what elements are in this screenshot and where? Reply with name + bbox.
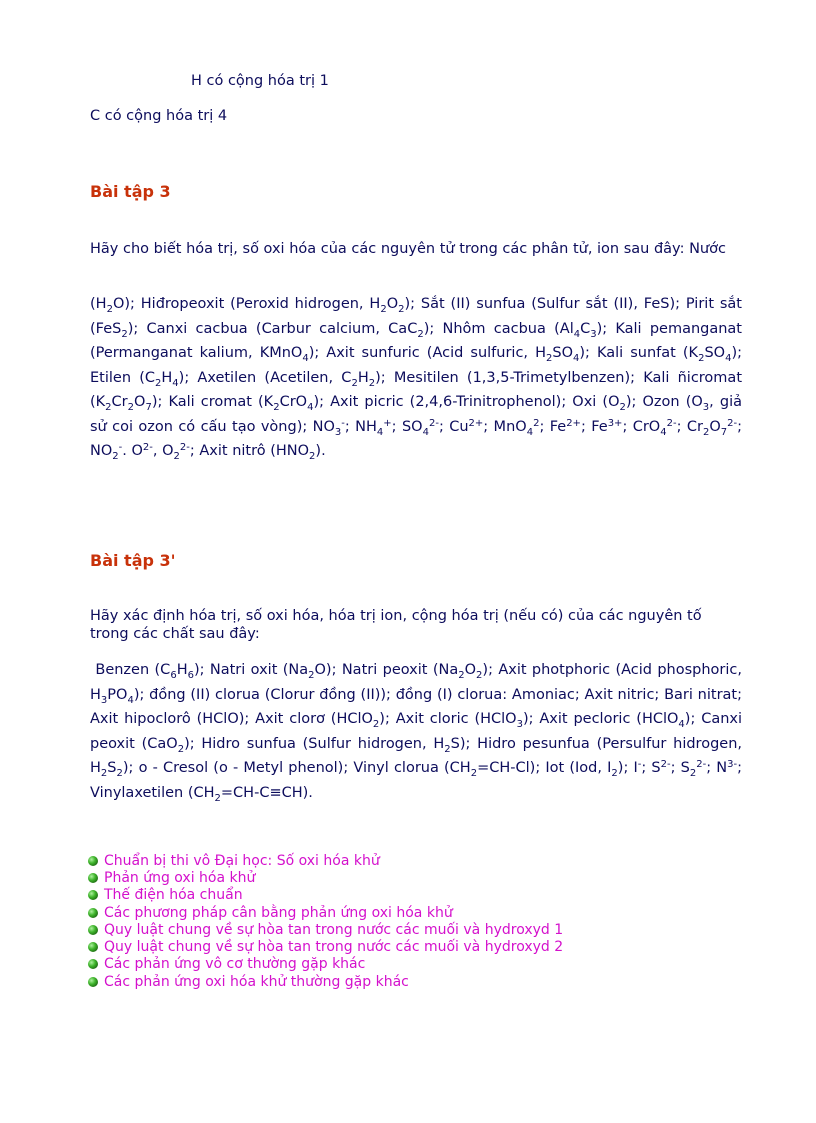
list-item: [88, 938, 563, 955]
exercise-3-heading: Bài tập 3: [90, 182, 171, 201]
bullet-icon: [88, 873, 98, 883]
exercise-3-question: Hãy cho biết hóa trị, số oxi hóa của các nguyên tử trong các phân tử, ion sau đây: Nước: [90, 241, 726, 257]
bullet-icon: [88, 959, 98, 969]
related-link[interactable]: Quy luật chung về sự hòa tan trong nước các muối và hydroxyd 1: [104, 921, 564, 938]
list-item: [88, 904, 563, 921]
related-link[interactable]: Các phản ứng vô cơ thường gặp khác: [104, 956, 366, 973]
bullet-icon: [88, 856, 98, 866]
list-item: [88, 887, 563, 904]
related-link[interactable]: Chuẩn bị thi vô Đại học: Số oxi hóa khử: [104, 852, 380, 869]
exercise-3b-heading: Bài tập 3': [90, 551, 176, 570]
bullet-icon: [88, 942, 98, 952]
related-link[interactable]: Quy luật chung về sự hòa tan trong nước các muối và hydroxyd 2: [104, 939, 564, 956]
exercise-3-body: [90, 292, 742, 464]
list-item: [88, 973, 563, 990]
intro-line-c: C có cộng hóa trị 4: [90, 108, 228, 124]
list-item: [88, 869, 563, 886]
bullet-icon: [88, 925, 98, 935]
related-links-list: [88, 852, 563, 990]
list-item: [88, 852, 563, 869]
related-link[interactable]: Thế điện hóa chuẩn: [104, 887, 243, 904]
exercise-3b-body: [90, 658, 742, 805]
list-item: [88, 956, 563, 973]
related-link[interactable]: Phản ứng oxi hóa khử: [104, 869, 256, 886]
exercise-3b-question: Hãy xác định hóa trị, số oxi hóa, hóa trị ion, cộng hóa trị (nếu có) của các nguyên tố trong các chất sau đây:: [90, 608, 702, 642]
bullet-icon: [88, 890, 98, 900]
related-link[interactable]: Các phương pháp cân bằng phản ứng oxi hóa khử: [104, 904, 453, 921]
list-item: [88, 921, 563, 938]
bullet-icon: [88, 908, 98, 918]
exercise-3b-body-rich: Benzen $(C_6H_6)$; Natri oxit $(Na_2O)$; Natri peoxit $(Na_2O_2)$; Axit photphoric (Acid phosphoric, $H_3PO_4$); đồng (II) clorua (Clorur đồng (II)); đồng (I) clorua: Amoniac; Axit nitric; Bari nitrat; Axit hipoclorô (HClO); Axit clorơ (HClO$_2$); Axit cloric (HClO$_3$); Axit pecloric (HClO$_4$); Canxi peoxit (CaO$_2$); Hidro sunfua (Sulfur hidrogen, $H_2S$); Hidro pesunfua (Persulfur hidrogen, $H_2S_2$); o - Cresol (o - Metyl phenol); Vinyl clorua $(CH_2=CH-Cl)$; Iot (Iod, $I_2$); I-; $S^{2-}$; $S_2^{2-}$; $N^{3-}$; Vinylaxetilen $(CH_2=CH-C\equiv CH)$.: [90, 662, 743, 804]
exercise-3-body-rich: $(H_2O)$; Hiđropeoxit (Peroxid hidrogen, $H_2O_2$); Sắt (II) sunfua (Sulfur sắt (II), FeS); Pirit sắt (FeS$_2$); Canxi cacbua (Carbur calcium, CaC$_2$); Nhôm cacbua $(Al_4C_3)$; Kali pemanganat (Permanganat kalium, KMnO$_4$); Axit sunfuric (Acid sulfuric, $H_2SO_4$); Kali sunfat $(K_2SO_4)$; Etilen $(C_2H_4)$; Axetilen (Acetilen, $C_2H_2$); Mesitilen (1,3,5-Trimetylbenzen); Kali ñicromat $(K_2Cr_2O_7)$; Kali cromat $(K_2CrO_4)$; Axit picric (2,4,6-Trinitrophenol); Oxi $(O_2)$; Ozon ($O_3$, giả sử coi ozon có cấu tạo vòng); $NO_3^-$; $NH_4^+$; $SO_4^{2-}$; $Cu^{2+}$; MnO$_4^2$; $Fe^{2+}$; $Fe^{3+}$; CrO$_4^{2-}$; $Cr_2O_7^{2-}$; $NO_2^-$. $O^{2-}$, $O_2^{2-}$; Axit nitrô $(HNO_2)$.: [90, 296, 742, 462]
bullet-icon: [88, 977, 98, 987]
related-link[interactable]: Các phản ứng oxi hóa khử thường gặp khác: [104, 973, 409, 990]
intro-line-h: H có cộng hóa trị 1: [191, 73, 329, 89]
